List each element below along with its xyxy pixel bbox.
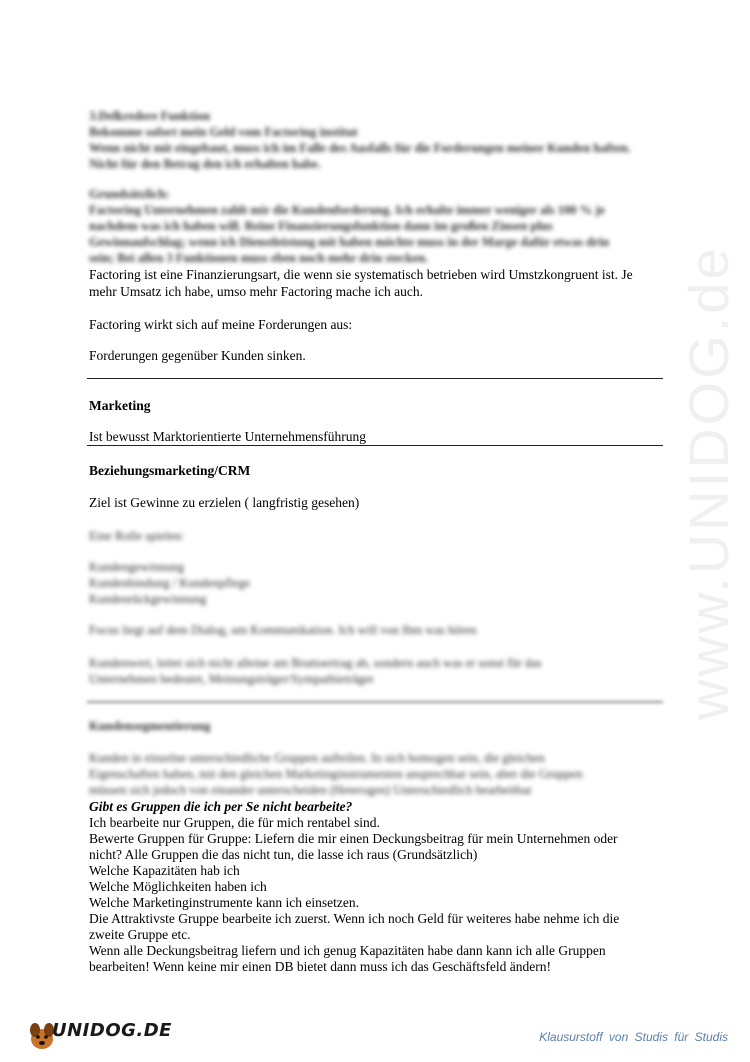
factoring-paragraph: Factoring wirkt sich auf meine Forderungen aus: [89, 317, 353, 332]
blurred-line: Bekomme sofort mein Geld vom Factoring institut [89, 125, 358, 139]
blurred-line: Eine Rolle spielen: [89, 529, 185, 543]
blurred-line: Eigenschaften haben, mit den gleichen Marketinginstrumenten ansprechbar sein, aber die Gruppen [89, 767, 583, 781]
blurred-line: Focus liegt auf dem Dialog, um Kommunikation. Ich will von Ihm was hören [89, 623, 477, 637]
blurred-line: Gewinnaufschlag; wenn ich Dienstleistung mit haben möchte muss in der Marge dafür etwas drin [89, 235, 610, 249]
blurred-line: Kundenrückgewinnung [89, 592, 207, 606]
segment-line: nicht? Alle Gruppen die das nicht tun, die lasse ich raus (Grundsätzlich) [89, 847, 478, 862]
segment-line: Wenn alle Deckungsbeitrag liefern und ich genug Kapazitäten habe dann kann ich alle Gruppen [89, 943, 606, 958]
marketing-heading: Marketing [89, 398, 151, 413]
footer-slogan: Klausurstoff von Studis für Studis [539, 1030, 728, 1044]
section-divider [87, 701, 663, 703]
segment-line: Welche Kapazitäten hab ich [89, 863, 240, 878]
blurred-line: Kundenbindung / Kundenpflege [89, 576, 251, 590]
marketing-text: Ist bewusst Marktorientierte Unternehmensführung [89, 429, 367, 444]
blurred-line: Factoring Unternehmen zahlt mir die Kundenforderung. Ich erhalte immer weniger als 100 % je [89, 203, 605, 217]
segment-line: bearbeiten! Wenn keine mir einen DB bietet dann muss ich das Geschäftsfeld ändern! [89, 959, 552, 974]
blurred-line: sein; Bei allen 3 Funktionen muss eben noch mehr drin stecken. [89, 251, 429, 265]
blurred-line: Kunden in einzelne unterschiedliche Gruppen aufteilen. In sich homogen sein, die gleichen [89, 751, 545, 765]
blurred-line: müssen sich jedoch von einander unterscheiden (Heterogen) Unterschiedlich bearbeitbar [89, 783, 532, 797]
section-divider [87, 378, 663, 379]
blurred-line: nachdem was ich haben will. Reine Finanzierungsfunktion dann im großen Zinsen plus [89, 219, 553, 233]
segment-line: Die Attraktivste Gruppe bearbeite ich zuerst. Wenn ich noch Geld für weiteres habe nehme ich die [89, 911, 620, 926]
segment-line: zweite Gruppe etc. [89, 927, 191, 942]
factoring-paragraph-line: mehr Umsatz ich habe, umso mehr Factoring mache ich auch. [89, 284, 424, 299]
crm-text: Ziel ist Gewinne zu erzielen ( langfristig gesehen) [89, 495, 360, 510]
segment-line: Welche Marketinginstrumente kann ich einsetzen. [89, 895, 359, 910]
blurred-line: Nicht für den Betrag den ich erhalten habe. [89, 157, 321, 171]
segment-question: Gibt es Gruppen die ich per Se nicht bearbeite? [89, 799, 353, 814]
blurred-heading: 3.Delkredere Funktion [89, 109, 211, 123]
segment-line: Bewerte Gruppen für Gruppe: Liefern die mir einen Deckungsbeitrag für mein Unternehmen oder [89, 831, 618, 846]
blurred-line: Kundengewinnung [89, 560, 185, 574]
segment-line: Welche Möglichkeiten haben ich [89, 879, 267, 894]
watermark: www.UNIDOG.de [677, 245, 740, 720]
blurred-line: Grundsätzlich: [89, 187, 170, 201]
blurred-line: Wenn nicht mit eingebaut, muss ich im Falle des Ausfalls für die Forderungen meiner Kunden haften. [89, 141, 631, 155]
blurred-line: Kundenwert, leitet sich nicht alleine am Bruttoertrag ab, sondern auch was er sonst für das [89, 656, 542, 670]
unidog-logo[interactable]: UNIDOG.DE [52, 1020, 172, 1041]
blurred-heading: Kundensegmentierung [89, 719, 211, 733]
blurred-line: Unternehmen bedeutet, Meinungsträger/Sympathieträger [89, 672, 374, 686]
factoring-paragraph-line: Factoring ist eine Finanzierungsart, die wenn sie systematisch betrieben wird Umstzkongruent ist. Je [89, 267, 633, 282]
segment-line: Ich bearbeite nur Gruppen, die für mich rentabel sind. [89, 815, 380, 830]
section-divider [87, 445, 663, 446]
crm-heading: Beziehungsmarketing/CRM [89, 463, 251, 478]
factoring-paragraph: Forderungen gegenüber Kunden sinken. [89, 348, 306, 363]
